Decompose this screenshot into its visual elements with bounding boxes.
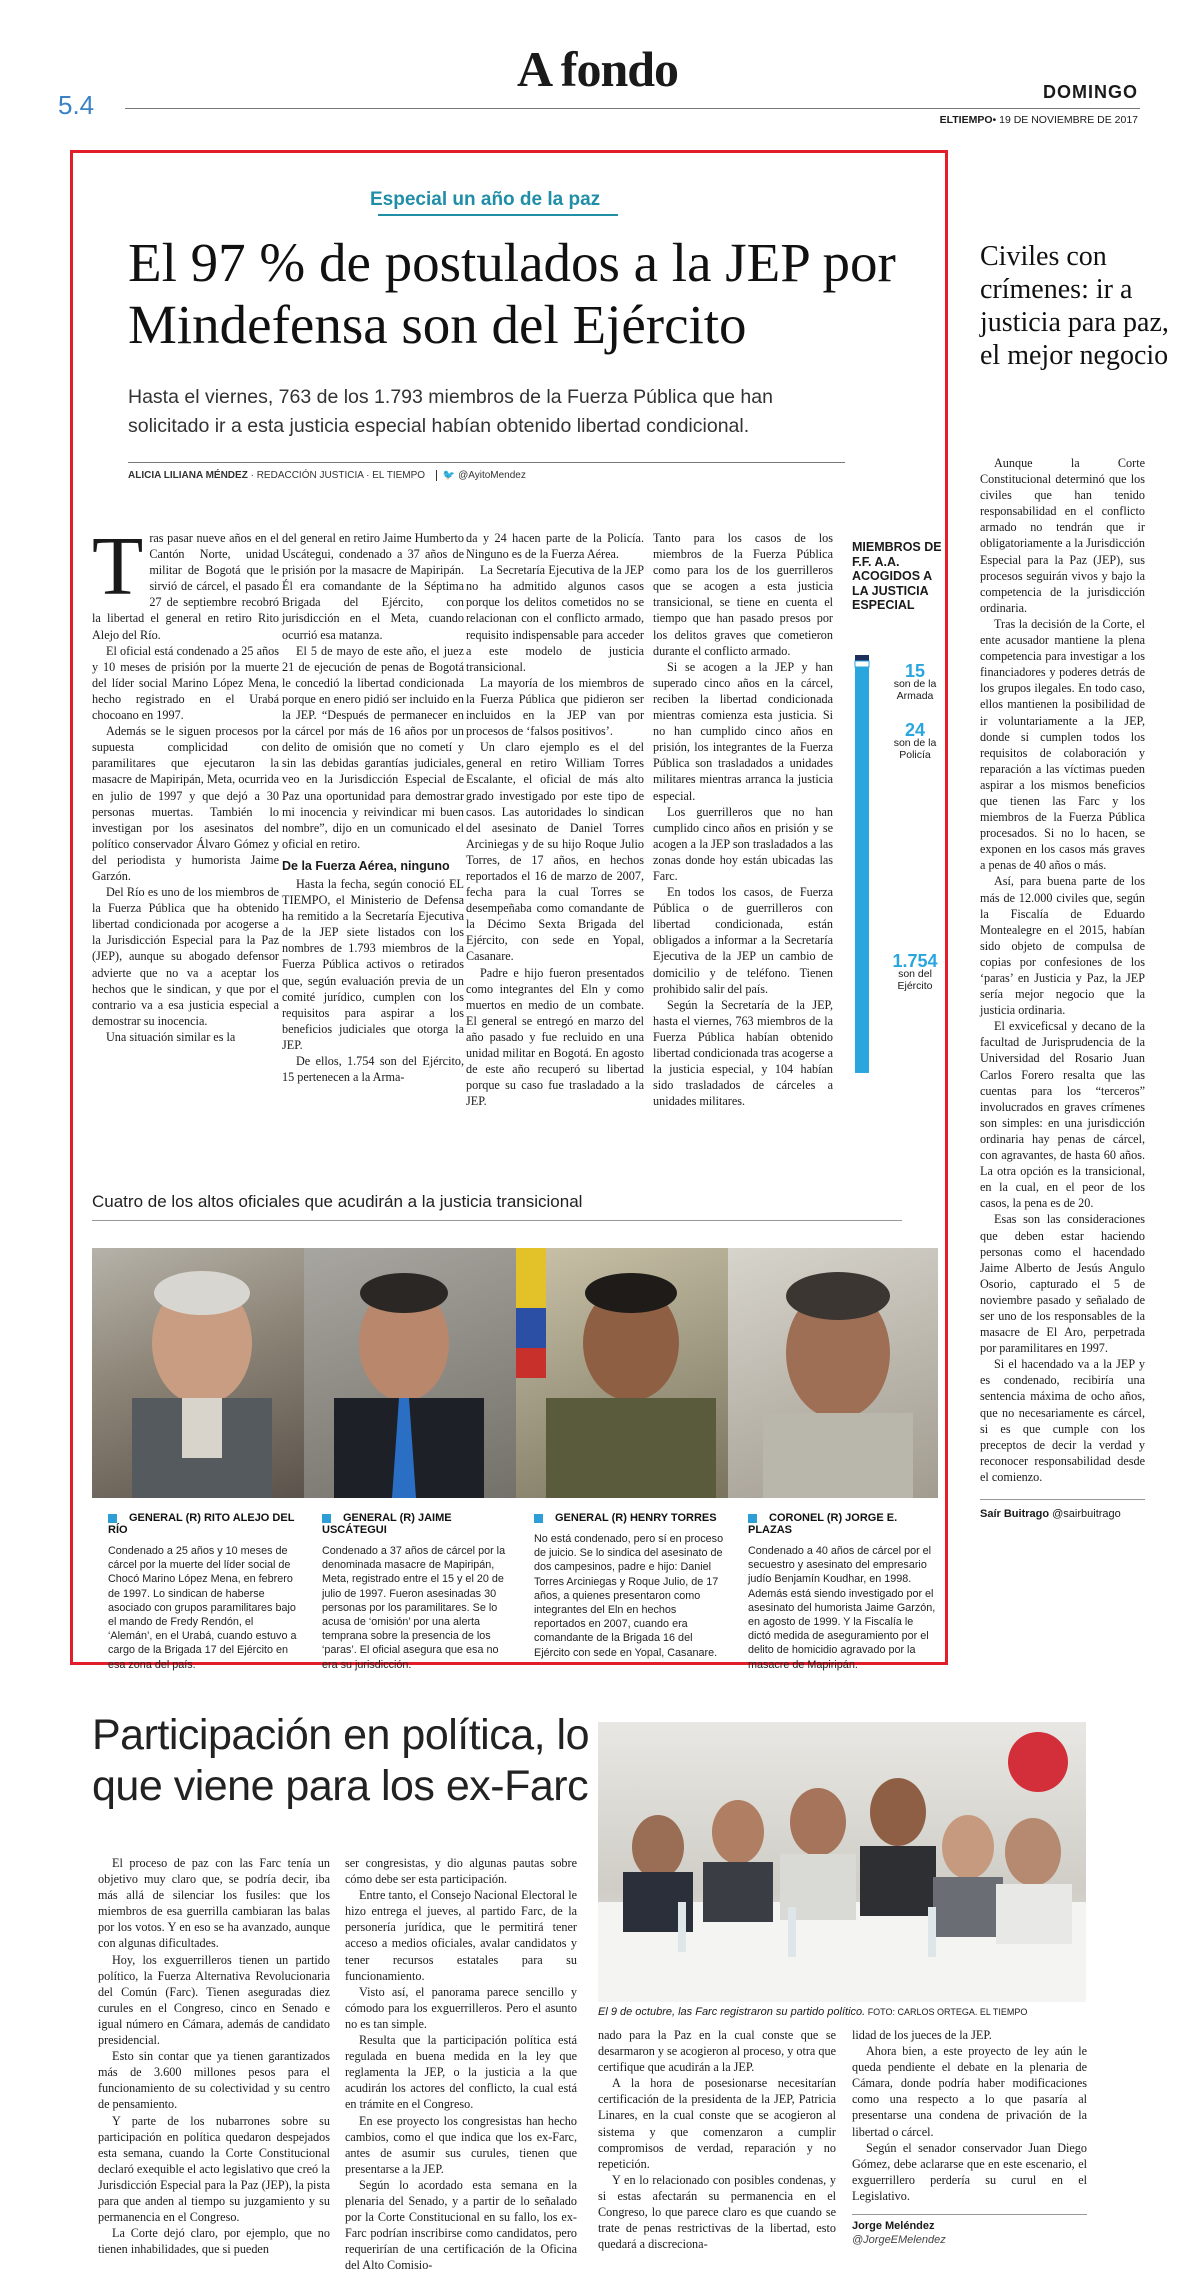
label-policia — [885, 720, 945, 762]
paragraph: La Secretaría Ejecutiva de la JEP no ha admitido algunos casos porque los delitos cometidos no se relacionan con el conflicto armado, requisito indispensable para acceder a este modelo de justicia transicional. — [466, 563, 644, 674]
paragraph: Hoy, los exguerrilleros tienen un partido político, la Fuerza Alternativa Revolucionaria del Común (Farc). Tienen aseguradas diez curules en el Congreso, cinco en Senado e igual número en Cámara, además de candidato presidencial. — [98, 1952, 330, 2048]
portrait-3 — [516, 1248, 728, 1498]
bar-policia — [855, 661, 869, 667]
main-col-3 — [466, 530, 644, 1109]
paragraph: Resulta que la participación política está regulada en buena medida en la ley que reglamenta la JEP, o la justicia a la que acudirán los actores del conflicto, la cual está en trámite en el Congreso. — [345, 2033, 577, 2112]
paragraph: lidad de los jueces de la JEP. — [852, 2028, 992, 2042]
bar-ejercito — [855, 667, 869, 1073]
bullet-square — [534, 1514, 543, 1523]
bullet-square — [322, 1514, 331, 1523]
category-ejercito: son del Ejército — [897, 967, 933, 992]
paragraph: nado para la Paz en la cual conste que se desarmaron y se acogieron al proceso, y otra que certifique que acudirán a la JEP. — [598, 2028, 836, 2075]
dropcap: T — [92, 520, 144, 613]
main-deck: Hasta el viernes, 763 de los 1.793 miembros de la Fuerza Pública que han solicitado ir a esta justicia especial habían obtenido libertad condicional. — [128, 386, 773, 437]
officers-rule — [92, 1220, 902, 1221]
section-title: A fondo — [516, 41, 679, 97]
paragraph: Esas son las consideraciones que deben estar haciendo personas como el hacendado Jaime Alberto de Jesús Angulo Osorio, capturado el 5 de noviembre pasado y señalado de ser uno de los responsables de la masacre de El Aro, perpetrada por paramilitares en 1997. — [980, 1212, 1145, 1356]
edition-date — [940, 114, 1138, 126]
signature-twitter[interactable]: @sairbuitrago — [1049, 1508, 1121, 1520]
bottom-signature — [852, 2214, 1087, 2247]
main-headline: El 97 % de postulados a la JEP por Mindefensa son del Ejército — [128, 232, 896, 355]
value-policia: 24 — [904, 720, 926, 740]
photo-officer-2 — [304, 1248, 516, 1498]
paragraph: Si se acogen a la JEP y han superado cinco años en la cárcel, reciben la libertad condicionada mientras comienza esta justicia. Si no han cumplido cinco años en prisión, los integrantes de la Fuerza Pública son trasladados a unidades militares mientras arranca la justicia especial. — [653, 659, 833, 803]
paragraph: Entre tanto, el Consejo Nacional Electoral le hizo entrega el jueves, al partido Farc, de la personería jurídica, que le permitirá tener acceso a medios oficiales, avalar candidatos y tener recursos estatales para su funcionamiento. — [345, 1888, 577, 1983]
paragraph: El proceso de paz con las Farc tenía un objetivo muy claro que, se podría decir, iba más allá de silenciar los fusiles: que los miembros de esa guerrilla cambiaran las balas por los votos. Y en eso se ha avanzado, aunque con algunas dificultades. — [98, 1856, 330, 1951]
value-ejercito: 1.754 — [892, 951, 938, 971]
officer-caption: Condenado a 37 años de cárcel por la denominada masacre de Mapiripán, Meta, registrado entre el 15 y el 20 de julio de 1997. Fueron asesinadas 30 personas por los paramilitares. Se lo acusa de ‘omisión’ por una alerta temprana sobre la presencia de los ‘paras’. El oficial asegura que esa no era su jurisdicción. — [322, 1545, 506, 1671]
category-policia: son de la Policía — [893, 736, 937, 761]
officers-section-title: Cuatro de los altos oficiales que acudirán a la justicia transicional — [92, 1192, 583, 1211]
paragraph: Y en lo relacionado con posibles condenas, y si estas afectarán su permanencia en el Congreso, lo que parece claro es que cuando se trate de penas restrictivas de la libertad, esto quedará a discreciona- — [598, 2172, 836, 2252]
photo-credit: FOTO: CARLOS ORTEGA. EL TIEMPO — [865, 2007, 1028, 2017]
photo-officer-4 — [728, 1248, 938, 1498]
subhead: De la Fuerza Aérea, ninguno — [282, 858, 450, 873]
paragraph: ras pasar nueve años en el Cantón Norte, unidad militar de Bogotá que le sirvió de cárcel, el pasado 27 de septiembre recobró la libertad el general en retiro Rito Alejo del Río. — [92, 531, 279, 642]
portrait-1 — [92, 1248, 304, 1498]
paragraph: A la hora de posesionarse necesitarían certificación de la presidenta de la JEP, Patricia Linares, en la cual conste que se acogieron al sistema y que comenzaron a cumplir compromisos de verdad, reparación y no repetición. — [598, 2076, 836, 2171]
officer-caption: No está condenado, pero sí en proceso de juicio. Se lo sindica del asesinato de dos campesinos, padre e hijo: Daniel Torres Arciniegas y Roque Julio, de 17 años, a quienes presentaron como integrantes del Eln en hechos reportados en 2007, cuando era comandante de la Brigada 16 del Ejército con sede en Yopal, Casanare. — [534, 1533, 724, 1659]
article-kicker: Especial un año de la paz — [370, 189, 601, 210]
paragraph: El oficial está condenado a 25 años y 10 meses de prisión por la muerte del líder social Marino López Mena, hecho registrado en el Urabá chocoano en 1997. — [92, 643, 279, 723]
paragraph: Los guerrilleros que no han cumplido cinco años en prisión y se acogen a la JEP son trasladados a las zonas donde hoy están ubicadas las Farc. — [653, 804, 833, 883]
signature-twitter[interactable]: @JorgeEMelendez — [852, 2234, 946, 2247]
bottom-col-1 — [98, 1855, 330, 2257]
main-col-2 — [282, 530, 464, 1085]
label-ejercito — [885, 951, 945, 993]
section-number: 5.4 — [58, 90, 95, 120]
officer-caption-2 — [322, 1512, 512, 1672]
paragraph: da y 24 hacen parte de la Policía. Ninguno es de la Fuerza Aérea. — [466, 531, 644, 562]
paragraph: Según la Secretaría de la JEP, hasta el viernes, 763 miembros de la Fuerza Pública habían obtenido libertad condicionada tras acogerse a la justicia especial, y 104 habían sido trasladados de cárceles a unidades militares. — [653, 997, 834, 1109]
portrait-4 — [728, 1248, 938, 1498]
paragraph: Según lo acordado esta semana en la plenaria del Senado, y a partir de lo señalado por la Corte Constitucional en su fallo, los ex-Farc podrían inscribirse como candidatos, pero requerirían de una certificación de la Oficina del Alto Comisio- — [345, 2177, 577, 2273]
paragraph: Tras la decisión de la Corte, el ente acusador mantiene la plena competencia para investigar a los financiadores y poderes detrás de los grupos ilegales. En todo caso, ellos mantienen la posibilidad de ir voluntariamente a la JEP, donde si cumplen todos los requisitos de colaboración y reparación a las víctimas pueden aspirar a los mismos beneficios que tienen las Farc y los miembros de la Fuerza Pública procesados. Si no lo hacen, se exponen en los casos más graves a penas de 40 años o más. — [980, 616, 1145, 873]
paragraph: Tanto para los casos de los miembros de la Fuerza Pública como para los de los guerrilleros que se acogen a esta justicia transicional, se tiene en cuenta el tiempo que han pasado presos por los delitos graves que cometieron durante el conflicto armado. — [653, 531, 833, 658]
edition-day: DOMINGO — [1043, 82, 1138, 102]
paragraph: del general en retiro Jaime Humberto Uscátegui, condenado a 37 años de prisión por la masacre de Mapiripán. Él era comandante de la Séptima Brigada del Ejército, con jurisdicción en el Meta, cuando ocurrió esa matanza. — [282, 531, 464, 642]
label-armada — [885, 661, 945, 703]
officer-name: CORONEL (R) JORGE E. PLAZAS — [748, 1512, 898, 1536]
officer-name: GENERAL (R) HENRY TORRES — [555, 1512, 717, 1524]
paragraph: En todos los casos, de Fuerza Pública o de guerrilleros con libertad condicionada, están obligados a informar a la Secretaría Ejecutiva de la JEP un cambio de domicilio y de teléfono. Tienen prohibido salir del país. — [653, 885, 833, 996]
officer-name: GENERAL (R) JAIME USCÁTEGUI — [322, 1512, 452, 1536]
byline-author: ALICIA LILIANA MÉNDEZ — [128, 470, 248, 481]
sidebar-column — [980, 455, 1145, 1522]
photo-officer-3 — [516, 1248, 728, 1498]
header-rule — [125, 108, 1140, 109]
value-armada: 15 — [904, 661, 926, 681]
paragraph: Una situación similar es la — [106, 1029, 236, 1044]
photo-caption — [598, 2006, 1088, 2018]
bullet-square — [748, 1514, 757, 1523]
paragraph: Según el senador conservador Juan Diego Gómez, debe aclararse que en este escenario, el exguerrillero perdería su curul en el Legislativo. — [852, 2140, 1087, 2203]
officer-caption-4 — [748, 1512, 936, 1672]
paragraph: Ahora bien, a este proyecto de ley aún le queda pendiente el debate en la plenaria de Cámara, donde podría haber modificaciones como una respecto a lo que pasaría al presentarse una condena de privación de la libertad o cárcel. — [852, 2044, 1087, 2139]
byline-desk: · REDACCIÓN JUSTICIA · EL TIEMPO — [247, 470, 426, 481]
paragraph: Padre e hijo fueron presentados como integrantes del Eln y como muertos en medio de un combate. El general se entregó en marzo del año pasado y fue recluido en una unidad militar en Bogotá. En agosto de este año recuperó su libertad porque su caso fue trasladado a la JEP. — [466, 965, 644, 1109]
officer-caption-3 — [534, 1512, 724, 1660]
kicker-underline — [378, 214, 618, 216]
paragraph: Esto sin contar que ya tienen garantizados más de 3.600 millones pesos para el funcionamiento de su colectividad y su centro de pensamiento. — [98, 2049, 330, 2112]
byline-twitter[interactable]: @AyitoMendez — [458, 470, 526, 481]
date-text: • 19 DE NOVIEMBRE DE 2017 — [992, 114, 1138, 126]
officer-caption-1 — [108, 1512, 298, 1672]
bullet-square — [108, 1514, 117, 1523]
twitter-icon: 🐦 — [436, 470, 455, 481]
officer-caption: Condenado a 25 años y 10 meses de cárcel por la muerte del líder social de Chocó Marino López Mena, en febrero de 1997. Lo sindican de haberse asociado con grupos paramilitares bajo el mando de Fredy Rendón, el ‘Alemán’, en el Urabá, cuando estuvo a cargo de la Brigada 17 del Ejército en esa zona del país. — [108, 1545, 297, 1671]
byline — [128, 470, 526, 481]
paragraph: El 5 de mayo de este año, el juez 21 de ejecución de penas de Bogotá le concedió la libertad condicionada porque en enero pidió ser incluido en la JEP. “Después de permanecer en la cárcel por más de 16 años por un delito de omisión que no cometí y sin las debidas garantías judiciales, veo en la Jurisdicción Especial de Paz una oportunidad para demostrar mi inocencia y reivindicar mi buen nombre”, dijo en un comunicado el oficial en retiro. — [282, 643, 464, 851]
paragraph: Del Río es uno de los miembros de la Fuerza Pública que ha obtenido libertad condicionada por acogerse a la Jurisdicción Especial para la Paz (JEP), aunque su abogado defensor advierte que no va a aceptar los hechos que le sindican, y que por el contrario va a esa justicia especial a demostrar su inocencia. — [92, 885, 279, 1028]
bottom-col-4 — [852, 2027, 1087, 2247]
category-armada: son de la Armada — [893, 677, 937, 702]
bar-armada — [855, 655, 869, 661]
officer-name: GENERAL (R) RITO ALEJO DEL RÍO — [108, 1512, 295, 1536]
byline-rule — [128, 462, 845, 463]
portrait-2 — [304, 1248, 516, 1498]
paragraph: El exviceficsal y decano de la facultad de Jurisprudencia de la Universidad del Rosario Juan Carlos Forero resalta que las cuentas para los “terceros” involucrados en graves crímenes son simples: en una jurisdicción ordinaria hay penas de cárcel, con agravantes, de hasta 60 años. La otra opción es la transicional, en la cual, en el peor de los casos, la pena es de 20. — [980, 1019, 1145, 1211]
paragraph: Además se le siguen procesos por supuesta complicidad con paramilitares que ejecutaron la masacre de Mapiripán, Meta, ocurrida en julio de 1997 y que dejó a 30 personas muertas. También lo investigan por los asesinatos del político conservador Álvaro Gómez y del periodista y humorista Jaime Garzón. — [92, 724, 279, 883]
paragraph: Visto así, el panorama parece sencillo y cómodo para los exguerrilleros. Pero el asunto no es tan simple. — [345, 1984, 577, 2031]
paragraph: La mayoría de los miembros de la Fuerza Pública que pidieron ser incluidos en la JEP van por procesos de ‘falsos positivos’. — [466, 675, 644, 739]
paragraph: Si el hacendado va a la JEP y es condenado, recibiría una sentencia máxima de ocho años, que no necesariamente es cárcel, si es que cumple con los preceptos de decir la verdad y reconocer responsabilidad desde el comienzo. — [980, 1357, 1145, 1484]
paragraph: Así, para buena parte de los más de 12.000 civiles que, según la Fiscalía de Eduardo Montealegre en el 2015, habían sido objeto de compulsa de copias por confesiones de los ‘paras’ en Justicia y Paz, la JEP sería mejor negocio que la justicia ordinaria. — [980, 874, 1145, 1018]
paragraph: En ese proyecto los congresistas han hecho cambios, como el que indica que los ex-Farc, antes de asumir sus curules, tienen que presentarse a la JEP. — [345, 2113, 577, 2176]
press-conference-image — [598, 1722, 1086, 2002]
paragraph: ser congresistas, y dio algunas pautas sobre cómo debe ser esta participación. — [345, 1856, 577, 1887]
signature-name: Saír Buitrago — [980, 1508, 1050, 1520]
paragraph: La Corte dejó claro, por ejemplo, que no tienen inhabilidades, que si pueden — [98, 2226, 330, 2257]
farc-event-photo — [598, 1722, 1086, 2002]
bottom-col-3 — [598, 2027, 836, 2252]
forces-chart — [850, 655, 942, 1075]
officer-caption: Condenado a 40 años de cárcel por el secuestro y asesinato del empresario judío Benjamín Koudhar, en 1998. Además está siendo investigado por el asesinato del humorista Jaime Garzón, en agosto de 1999. Y la Fiscalía le dictó medida de aseguramiento por el delito de homicidio agravado por la masacre de Mapiripán. — [748, 1545, 936, 1671]
bottom-col-2 — [345, 1855, 577, 2273]
signature-name: Jorge Meléndez — [852, 2220, 935, 2233]
sidebar-headline: Civiles con crímenes: ir a justicia para paz, el mejor negocio — [980, 241, 1169, 371]
paragraph: De ellos, 1.754 son del Ejército, 15 pertenecen a la Arma- — [282, 1054, 464, 1085]
paragraph: Hasta la fecha, según conoció EL TIEMPO, el Ministerio de Defensa ha remitido a la Secretaría Ejecutiva de la JEP siete listados con los nombres de 1.793 miembros de la Fuerza Pública activos o retirados que, según evaluación previa de un comité jurídico, cumplen con los requisitos para aspirar a los beneficios judiciales que otorga la JEP. — [282, 876, 464, 1052]
newspaper-name: ELTIEMPO — [939, 114, 993, 126]
paragraph: Un claro ejemplo es el del general en retiro William Torres Escalante, el oficial de más alto grado investigado por este tipo de casos. Las autoridades lo sindican del asesinato de Daniel Torres Arciniegas y de su hijo Roque Julio Torres, de 17 años, en hechos reportados el 16 de marzo de 2007, fecha para la cual Torres se desempeñaba como comandante de la Décimo Sexta Brigada del Ejército, con sede en Yopal, Casanare. — [466, 740, 644, 964]
bottom-headline: Participación en política, lo que viene para los ex-Farc — [92, 1711, 590, 1810]
caption-text: El 9 de octubre, las Farc registraron su partido político. — [598, 2006, 866, 2018]
paragraph: Y parte de los nubarrones sobre su participación en política quedaron despejados esta semana, cuando la Corte Constitucional declaró exequible el acto legislativo que creó la Jurisdicción Especial para la Paz (JEP), la pista para que anden al tiempo su juzgamiento y su permanencia en el Congreso. — [98, 2113, 330, 2225]
paragraph: Aunque la Corte Constitucional determinó que los civiles que han tenido responsabilidad en el conflicto armado no tendrán que ir obligatoriamente a la Jurisdicción Especial para la Paz (JEP), sus procesos seguirán vivos y bajo la competencia de la jurisdicción ordinaria. — [980, 456, 1145, 615]
main-col-1 — [92, 520, 279, 1045]
photo-officer-1 — [92, 1248, 304, 1498]
sidebar-signature — [980, 1499, 1145, 1522]
chart-title: MIEMBROS DE F.F. A.A. ACOGIDOS A LA JUSTICIA ESPECIAL — [852, 540, 942, 612]
main-col-4 — [653, 530, 833, 1109]
